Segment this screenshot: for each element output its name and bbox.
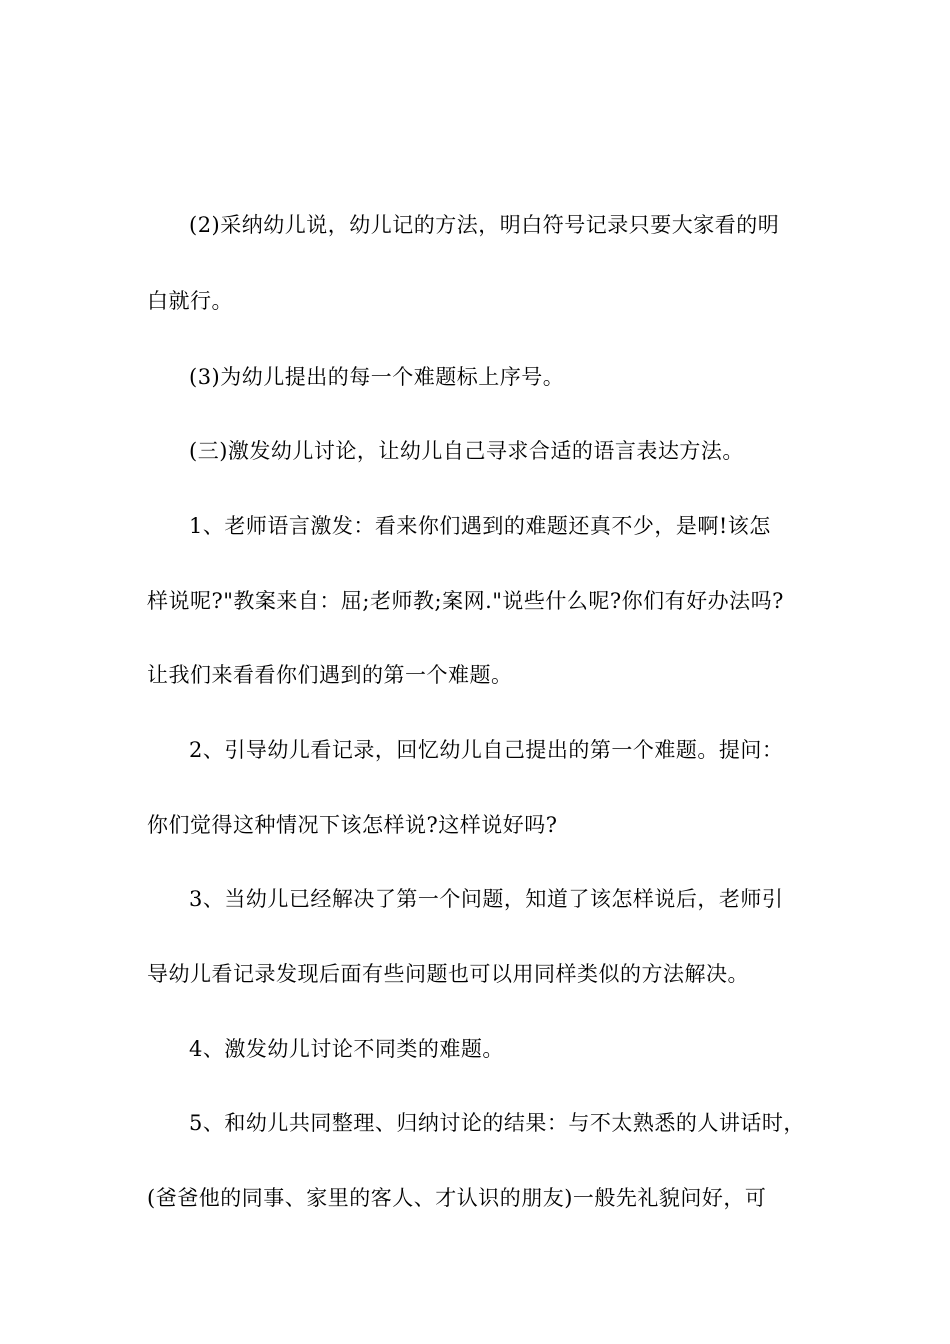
text-line: (2)采纳幼儿说，幼儿记的方法，明白符号记录只要大家看的明 <box>189 213 780 237</box>
text-line: (爸爸他的同事、家里的客人、才认识的朋友)一般先礼貌问好，可 <box>147 1186 767 1210</box>
text-line: (三)激发幼儿讨论，让幼儿自己寻求合适的语言表达方法。 <box>189 439 744 463</box>
text-line: 1、老师语言激发：看来你们遇到的难题还真不少，是啊!该怎 <box>189 514 771 538</box>
text-line: 2、引导幼儿看记录，回忆幼儿自己提出的第一个难题。提问： <box>189 738 784 762</box>
text-line: 导幼儿看记录发现后面有些问题也可以用同样类似的方法解决。 <box>147 962 749 986</box>
text-line: 让我们来看看你们遇到的第一个难题。 <box>147 663 513 687</box>
text-line: 样说呢?"教案来自：屈;老师教;案网."说些什么呢?你们有好办法吗? <box>147 589 784 613</box>
text-line: 白就行。 <box>147 289 233 313</box>
text-line: (3)为幼儿提出的每一个难题标上序号。 <box>189 365 565 389</box>
text-line: 5、和幼儿共同整理、归纳讨论的结果：与不太熟悉的人讲话时， <box>189 1111 805 1135</box>
text-line: 4、激发幼儿讨论不同类的难题。 <box>189 1037 504 1061</box>
text-line: 3、当幼儿已经解决了第一个问题，知道了该怎样说后，老师引 <box>189 887 784 911</box>
text-line: 你们觉得这种情况下该怎样说?这样说好吗? <box>147 813 558 837</box>
